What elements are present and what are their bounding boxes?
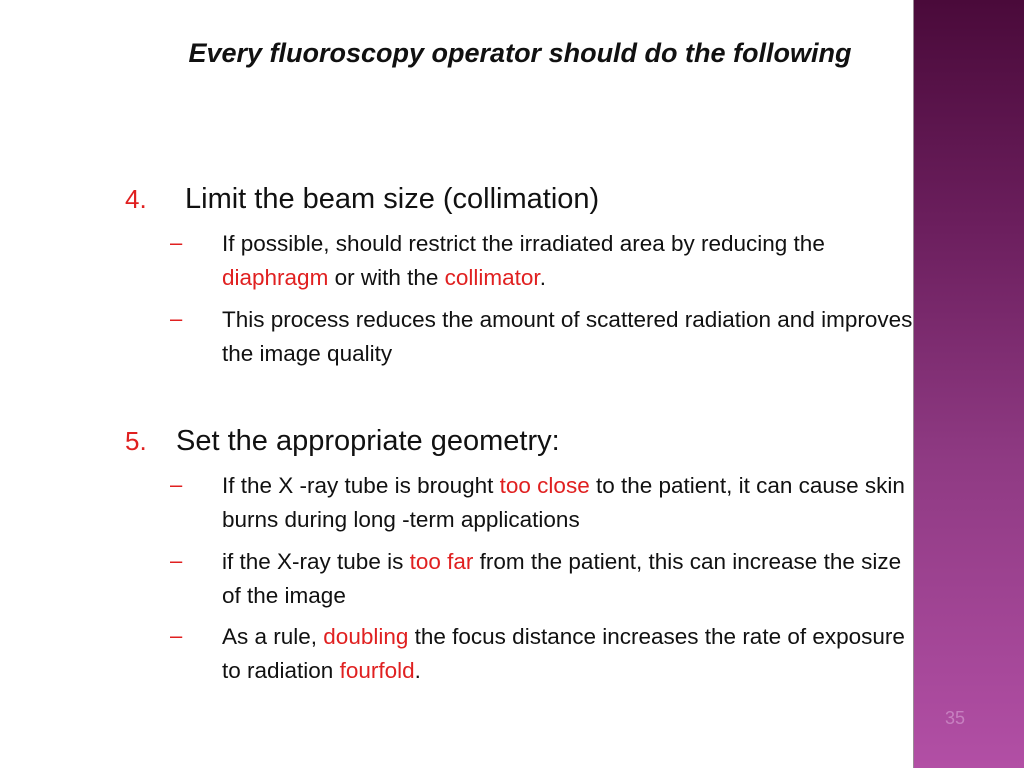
bullet-text-part: to the patient, it can cause skin burns during long -term applications — [222, 473, 905, 532]
bullet-dash: – — [170, 472, 183, 497]
bullet-text — [222, 469, 922, 537]
bullet-dash: – — [170, 230, 183, 255]
highlight-collimator: collimator — [444, 265, 540, 290]
bullet-text — [222, 620, 922, 688]
bullet-dash: – — [170, 306, 183, 331]
bullet-text — [222, 545, 922, 613]
bullet-text — [222, 303, 922, 371]
section-4-heading: Limit the beam size (collimation) — [185, 183, 600, 215]
bullet-text-part: As a rule, — [222, 624, 324, 649]
bullet-text-part: the focus distance increases the rate of exposure to radiation — [222, 624, 905, 683]
bullet-text-part: or with the — [328, 265, 445, 290]
bullet-text-part: If possible, should restrict the irradiated area by reducing the — [222, 231, 825, 256]
bullet-dash: – — [170, 623, 183, 648]
highlight-too-far: too far — [409, 549, 474, 574]
section-4-number: 4. — [125, 184, 147, 214]
bullet-text-part: . — [414, 658, 421, 683]
bullet-dash: – — [170, 548, 183, 573]
page-number: 35 — [945, 708, 966, 728]
bullet-text-part: This process reduces the amount of scattered radiation and improves the image quality — [222, 307, 913, 366]
bullet-text-part: . — [539, 265, 546, 290]
highlight-too-close: too close — [499, 473, 590, 498]
highlight-doubling: doubling — [323, 624, 409, 649]
section-5-number: 5. — [125, 426, 147, 456]
section-5-heading: Set the appropriate geometry: — [176, 425, 560, 457]
slide-title: Every fluoroscopy operator should do the following — [188, 38, 852, 68]
bullet-text-part: if the X-ray tube is — [222, 549, 410, 574]
bullet-text-part: from the patient, this can increase the size of the image — [222, 549, 902, 608]
decorative-side-bar — [913, 0, 1024, 768]
bullet-text — [222, 227, 922, 295]
bullet-text-part: If the X -ray tube is brought — [222, 473, 500, 498]
highlight-diaphragm: diaphragm — [222, 265, 329, 290]
highlight-fourfold: fourfold — [339, 658, 415, 683]
